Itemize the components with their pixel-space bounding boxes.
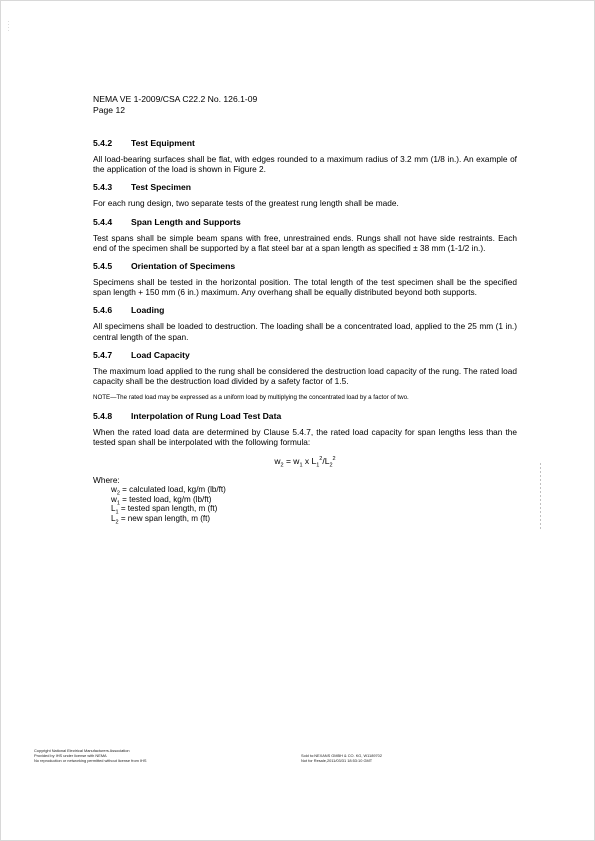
interpolation-formula: $w_2 = w_1$ x $L_1^2/L_2^2$ [274,455,336,469]
section-heading [93,217,517,228]
section-5-4-8 [93,411,517,447]
section-heading [93,305,517,316]
section-5-4-7 [93,350,517,386]
section-5-4-3 [93,182,517,208]
definition-item: $w_1$ = tested load, kg/m (lb/ft) [111,494,212,507]
page-number: Page 12 [93,105,126,115]
scan-mark [8,21,9,31]
section-title: Load Capacity [131,349,190,360]
section-number: 5.4.8 [93,411,113,422]
section-5-4-2 [93,138,517,174]
section-number: 5.4.7 [93,349,113,360]
section-number: 5.4.3 [93,182,113,193]
section-heading [93,350,517,361]
section-heading [93,411,517,422]
section-text: Specimens shall be tested in the horizontal position. The total length of the test specimen shall be the specified span length + 150 mm (6 in.) maximum. Any overhang shall be equally distributed beyond both supports. [93,277,517,298]
section-heading [93,182,517,193]
definition-item: $w_2$ = calculated load, kg/m (lb/ft) [111,485,226,497]
section-heading [93,261,517,272]
note: NOTE—The rated load may be expressed as a uniform load by multiplying the concentrated load by a factor of two. [93,394,409,402]
section-text: Test spans shall be simple beam spans with free, unrestrained ends. Rungs shall not have side restraints. Each end of the specimen shall be supported by a flat steel bar at a span length as specified ± 38 mm (1-1/2 in.). [93,232,517,253]
section-title: Test Specimen [131,182,192,193]
section-5-4-5 [93,261,517,297]
license-footer: Sold to:NEXANS GMBH & CO. KG, W1189702 Not for Resale,2011/03/31 18:53:10 GMT [301,753,383,763]
section-number: 5.4.2 [93,138,113,148]
section-text: For each rung design, two separate tests of the greatest rung length shall be made. [93,198,399,209]
page-body [93,138,517,526]
section-5-4-4 [93,217,517,253]
section-title: Span Length and Supports [131,216,241,227]
margin-watermark [540,463,541,531]
variable-definitions [111,485,517,526]
standard-designation: NEMA VE 1-2009/CSA C22.2 No. 126.1-09 [93,94,258,104]
section-text: All specimens shall be loaded to destruction. The loading shall be a concentrated load, applied to the 25 mm (1 in.) central length of the span. [93,321,517,342]
section-number: 5.4.4 [93,216,113,227]
section-number: 5.4.6 [93,305,113,316]
section-title: Orientation of Specimens [131,261,236,272]
section-title: Test Equipment [131,138,195,148]
section-number: 5.4.5 [93,261,113,272]
section-heading [93,138,517,149]
section-title: Interpolation of Rung Load Test Data [131,411,282,422]
section-text: When the rated load data are determined by Clause 5.4.7, the rated load capacity for span lengths less than the tested span shall be interpolated with the following formula: [93,427,517,448]
page-header [93,94,257,116]
copyright-footer: Copyright National Electrical Manufacturers Association Provided by IHS under license with NEMA No reproduction or networking permitted without license from IHS [34,748,147,763]
section-text: The maximum load applied to the rung shall be considered the destruction load capacity of the rung. The rated load capacity shall be the destruction load divided by a safety factor of 1.5. [93,365,517,387]
section-title: Loading [131,305,165,316]
definition-item: $L_1$ = tested span length, m (ft) [111,504,218,516]
section-5-4-6 [93,305,517,341]
section-text: All load-bearing surfaces shall be flat, with edges rounded to a maximum radius of 3.2 mm (1/8 in.). An example of the application of the load is shown in Figure 2. [93,154,517,175]
definition-item: $L_2$ = new span length, m (ft) [111,513,211,526]
where-label: Where: [93,474,120,485]
